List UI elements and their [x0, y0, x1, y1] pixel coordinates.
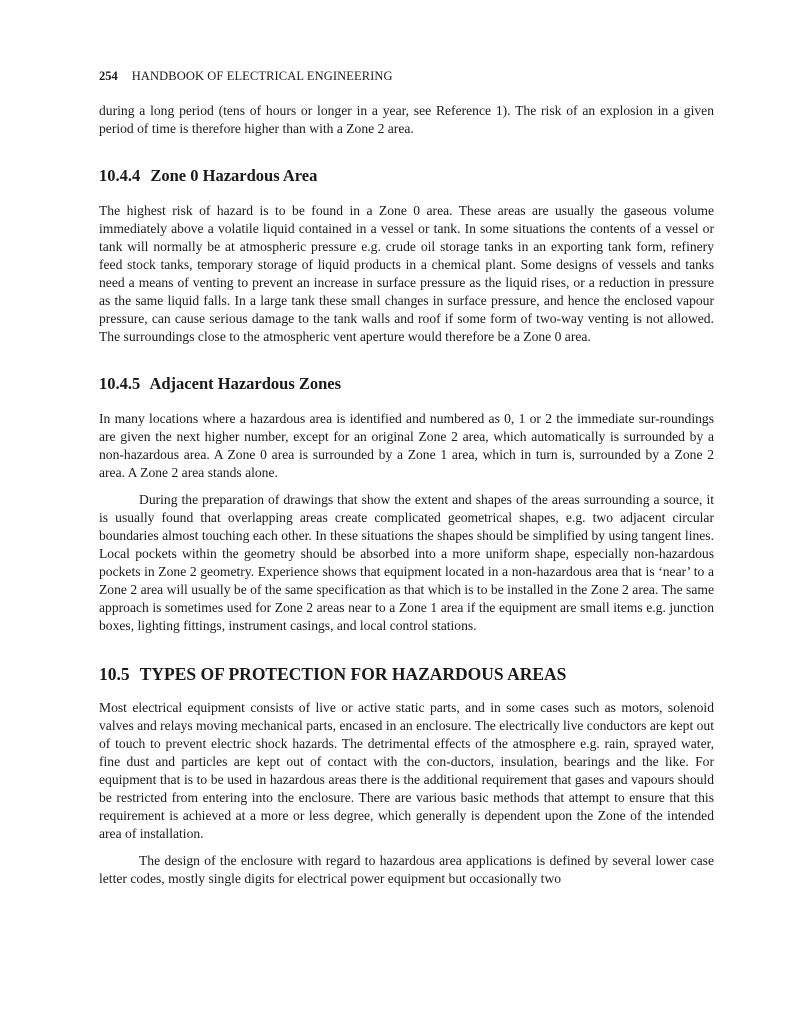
page-number: 254 [99, 69, 118, 83]
section-heading-10-5 [99, 664, 714, 684]
section-heading-10-4-4 [99, 166, 714, 186]
section-title: Zone 0 Hazardous Area [150, 166, 318, 185]
book-title: HANDBOOK OF ELECTRICAL ENGINEERING [131, 69, 393, 83]
document-page [99, 68, 714, 888]
section-heading-10-4-5 [99, 374, 714, 394]
zone0-paragraph: The highest risk of hazard is to be found in a Zone 0 area. These areas are usually the gaseous volume immediately above a volatile liquid contained in a vessel or tank. In some situations the contents of a vessel or tank will normally be at atmospheric pressure e.g. crude oil storage tanks in an exporting tank form, refinery feed stock tanks, temporary storage of liquid products in a chemical plant. Some designs of vessels and tanks need a means of venting to prevent an increase in surface pressure as the liquid rises, or a reduction in pressure as the same liquid falls. In a large tank these small changes in surface pressure, and hence the enclosed vapour pressure, can cause serious damage to the tank walls and roof if some form of two-way venting is not allowed. The surroundings close to the atmospheric vent aperture would therefore be a Zone 0 area. [99, 203, 714, 344]
section-number: 10.4.5 [99, 374, 141, 393]
adjacent-zones-paragraph-2: During the preparation of drawings that show the extent and shapes of the areas surrounding a source, it is usually found that overlapping areas create complicated geometrical shapes, e.g. two adjacent circular boundaries almost touching each other. In these situations the shapes should be simplified by using tangent lines. Local pockets within the geometry should be absorbed into a more uniform shape, especially non-hazardous pockets in Zone 2 geometry. Experience shows that equipment located in a non-hazardous area that is ‘near’ to a Zone 2 area will usually be of the same specification as that which is to be installed in the Zone 2 area. The same approach is sometimes used for Zone 2 areas near to a Zone 1 area if the equipment are small items e.g. junction boxes, lighting fittings, instrument casings, and local control stations. [99, 492, 714, 633]
intro-paragraph: during a long period (tens of hours or longer in a year, see Reference 1). The risk of an explosion in a given period of time is therefore higher than with a Zone 2 area. [99, 103, 714, 136]
section-number: 10.4.4 [99, 166, 141, 185]
section-title: TYPES OF PROTECTION FOR HAZARDOUS AREAS [139, 664, 567, 684]
section-number: 10.5 [99, 664, 130, 684]
section-title: Adjacent Hazardous Zones [149, 374, 342, 393]
protection-paragraph-2: The design of the enclosure with regard to hazardous area applications is defined by several lower case letter codes, mostly single digits for electrical power equipment but occasionally two [99, 853, 714, 886]
adjacent-zones-paragraph-1: In many locations where a hazardous area is identified and numbered as 0, 1 or 2 the immediate sur-roundings are given the next higher number, except for an original Zone 2 area, which automatically is surrounded by a non-hazardous area. A Zone 0 area is surrounded by a Zone 1 area, which in turn is, surrounded by a Zone 2 area. A Zone 2 area stands alone. [99, 411, 714, 480]
running-header [99, 68, 714, 84]
protection-paragraph-1: Most electrical equipment consists of live or active static parts, and in some cases such as motors, solenoid valves and relays moving mechanical parts, encased in an enclosure. The electrically live conductors are kept out of touch to prevent electric shock hazards. The detrimental effects of the atmosphere e.g. rain, sprayed water, fine dust and particles are kept out of contact with the con-ductors, insulation, bearings and the like. For equipment that is to be used in hazardous areas there is the additional requirement that gases and vapours should be restricted from entering into the enclosure. There are various basic methods that attempt to ensure that this requirement is achieved at a more or less degree, which generally is dependent upon the Zone of the intended area of installation. [99, 700, 715, 841]
